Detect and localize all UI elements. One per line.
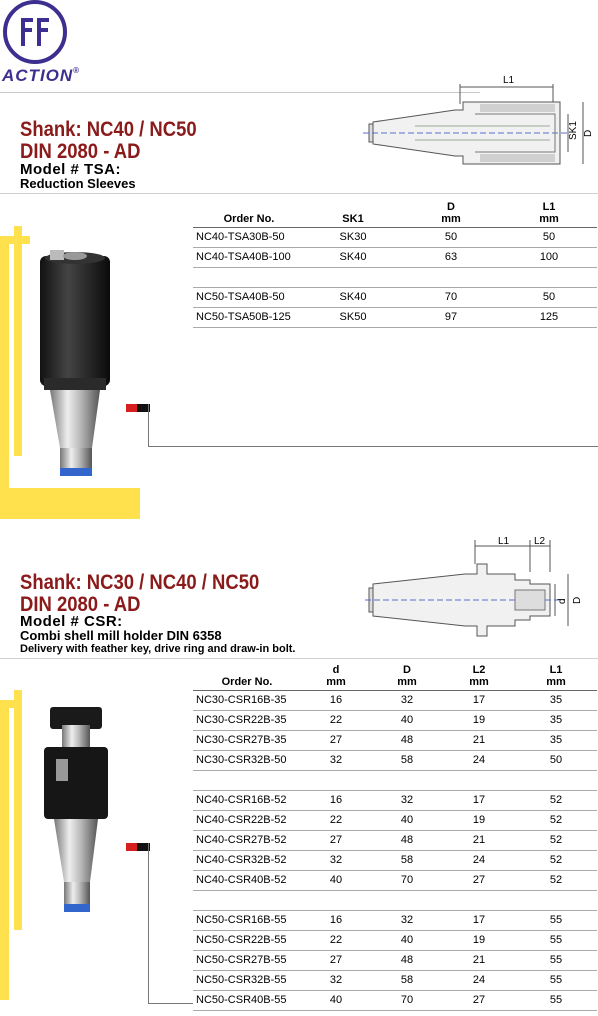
section1-spec-table — [193, 195, 597, 328]
section2-subtitle: Combi shell mill holder DIN 6358 — [20, 628, 222, 643]
drawing2-d-label: D — [572, 596, 583, 604]
table-row-spacer — [193, 890, 597, 910]
table-row: NC40-TSA40B-100 SK40 63 100 — [193, 247, 597, 267]
section1-marker — [126, 404, 150, 412]
drawing1-l1-label: L1 — [503, 75, 515, 86]
section1-technical-drawing — [355, 74, 595, 174]
table-row: NC50-CSR27B-55 27 48 21 55 — [193, 950, 597, 970]
section2-technical-drawing — [365, 532, 595, 637]
table-row: NC40-CSR40B-52 40 70 27 52 — [193, 870, 597, 890]
section1-yellow-bar-left — [0, 236, 9, 519]
table-row: NC40-TSA30B-50 SK30 50 50 — [193, 227, 597, 247]
section1-leader-horizontal — [148, 446, 598, 447]
table-row: NC40-CSR27B-52 27 48 21 52 — [193, 830, 597, 850]
table-row: NC50-CSR32B-55 32 58 24 55 — [193, 970, 597, 990]
drawing1-sk1-label: SK1 — [568, 121, 579, 140]
drawing2-d-small-label: d — [557, 598, 568, 604]
section2-spec-table — [193, 660, 597, 1011]
col-header-d: D mm — [371, 660, 443, 690]
table-row: NC40-CSR16B-52 16 32 17 52 — [193, 790, 597, 810]
brand-name: ACTION® — [2, 66, 81, 85]
col-header-order: Order No. — [193, 660, 301, 690]
table-row: NC50-CSR40B-55 40 70 27 55 — [193, 990, 597, 1010]
table-row: NC50-TSA40B-50 SK40 70 50 — [193, 287, 597, 307]
section2-din: DIN 2080 - AD — [20, 593, 141, 616]
section2-model: Model # CSR: — [20, 613, 123, 630]
section2-yellow-bar-left — [0, 700, 9, 1000]
drawing2-l2-label: L2 — [534, 536, 546, 547]
section1-product-image — [30, 248, 125, 488]
section2-yellow-accent — [14, 690, 22, 930]
section1-model: Model # TSA: — [20, 161, 122, 178]
drawing2-l1-label: L1 — [498, 536, 510, 547]
table-row: NC30-CSR22B-35 22 40 19 35 — [193, 710, 597, 730]
section1-yellow-accent — [14, 226, 22, 456]
table-row: NC30-CSR32B-50 32 58 24 50 — [193, 750, 597, 770]
col-header-d: D mm — [401, 195, 501, 227]
col-header-d-small: d mm — [301, 660, 371, 690]
section2-note: Delivery with feather key, drive ring and draw-in bolt. — [20, 643, 296, 655]
col-header-l1: L1 mm — [501, 195, 597, 227]
table-row-spacer — [193, 267, 597, 287]
section2-leader-horizontal — [148, 1003, 193, 1004]
section1-subtitle: Reduction Sleeves — [20, 176, 136, 191]
section2-leader-vertical — [148, 843, 149, 1003]
col-header-l1: L1 mm — [515, 660, 597, 690]
section1-leader-vertical — [148, 404, 149, 446]
table-row: NC40-CSR32B-52 32 58 24 52 — [193, 850, 597, 870]
section1-shank-title: Shank: NC40 / NC50 — [20, 118, 197, 141]
col-header-l2: L2 mm — [443, 660, 515, 690]
table-row: NC50-TSA50B-125 SK50 97 125 — [193, 307, 597, 327]
section1-din: DIN 2080 - AD — [20, 140, 141, 163]
section2-product-image — [32, 707, 127, 947]
section2-marker — [126, 843, 150, 851]
section2-divider — [0, 658, 598, 659]
logo-emblem-icon — [7, 4, 63, 60]
table-row-spacer — [193, 770, 597, 790]
table-row: NC30-CSR16B-35 16 32 17 35 — [193, 690, 597, 710]
section1-divider — [0, 193, 598, 194]
table-row: NC40-CSR22B-52 22 40 19 52 — [193, 810, 597, 830]
table-row: NC50-CSR22B-55 22 40 19 55 — [193, 930, 597, 950]
table-row: NC50-CSR16B-55 16 32 17 55 — [193, 910, 597, 930]
section2-shank-title: Shank: NC30 / NC40 / NC50 — [20, 571, 260, 594]
brand-logo-mark — [3, 0, 67, 64]
table-row: NC30-CSR27B-35 27 48 21 35 — [193, 730, 597, 750]
col-header-order: Order No. — [193, 195, 305, 227]
drawing1-d-label: D — [583, 129, 594, 137]
section1-yellow-bar-bottom — [0, 488, 140, 519]
col-header-sk1: SK1 — [305, 195, 401, 227]
